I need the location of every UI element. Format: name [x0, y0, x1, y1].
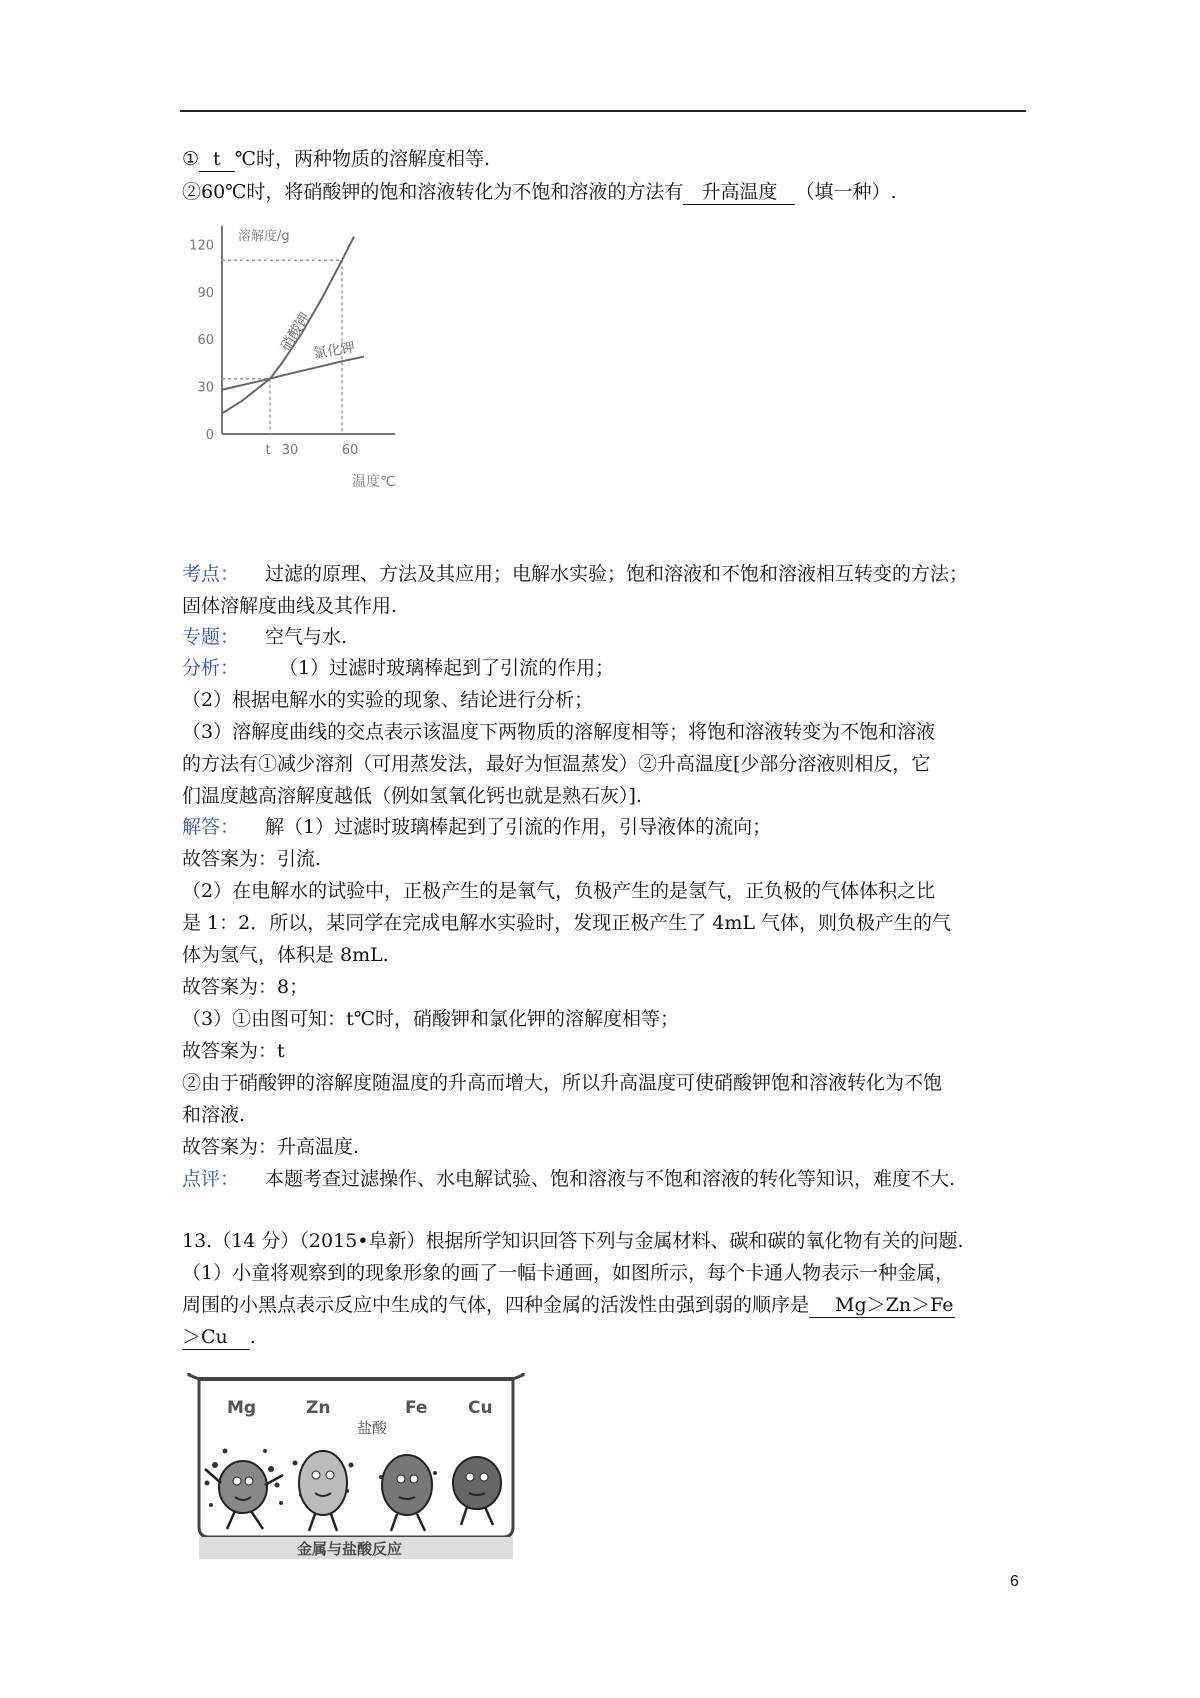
jieda-line8: 故答案为：t: [182, 1040, 285, 1062]
jieda-line9: ②由于硝酸钾的溶解度随温度的升高而增大，所以升高温度可使硝酸钾饱和溶液转化为不饱: [182, 1072, 943, 1094]
dianping-label: 点评：: [182, 1168, 240, 1190]
metal-label-zn: Zn: [306, 1398, 331, 1418]
jieda-line2: 故答案为：引流.: [182, 848, 322, 870]
jieda-label: 解答：: [182, 816, 240, 838]
y-tick-label-60: 60: [197, 333, 214, 349]
series-label-1: 氯化钾: [312, 339, 357, 363]
fenxi-line4: 的方法有①减少溶剂（可用蒸发法，最好为恒温蒸发）②升高温度[少部分溶液则相反，它: [182, 753, 931, 775]
kaodian-line2: 固体溶解度曲线及其作用.: [182, 595, 398, 617]
zhuanti-line: 专题： 空气与水.: [182, 626, 348, 648]
solubility-chart: [180, 218, 440, 518]
y-axis-label: 溶解度/g: [238, 229, 290, 244]
jieda-line3: （2）在电解水的试验中，正极产生的是氧气，负极产生的是氢气，正负极的气体体积之比: [182, 880, 936, 902]
answer-order-part2: ＞Cu: [182, 1325, 250, 1350]
x-tick-label-t: t: [265, 443, 271, 458]
metal-acid-cartoon: [185, 1365, 535, 1560]
x-tick-label-30: 30: [281, 443, 299, 458]
kaodian-line1: 考点： 过滤的原理、方法及其应用；电解水实验；饱和溶液和不饱和溶液相互转变的方法；: [182, 563, 969, 585]
series-line-0: [222, 237, 357, 414]
kaodian-label: 考点：: [182, 563, 240, 585]
jieda-line5: 体为氢气，体积是 8mL.: [182, 944, 389, 966]
x-axis-label: 温度℃: [352, 474, 396, 490]
zn-character: [293, 1451, 354, 1531]
acid-label: 盐酸: [357, 1419, 388, 1437]
metal-label-cu: Cu: [468, 1398, 493, 1418]
zhuanti-label: 专题：: [182, 626, 240, 648]
fenxi-line2: （2）根据电解水的实验的现象、结论进行分析；: [182, 689, 594, 711]
jieda-line10: 和溶液.: [182, 1104, 246, 1126]
answer-blank-t: t: [199, 147, 235, 172]
answer-blank-method: 升高温度: [683, 180, 795, 205]
y-tick-label-90: 90: [197, 285, 214, 301]
q12-item2: ②60℃时，将硝酸钾的饱和溶液转化为不饱和溶液的方法有 升高温度 （填一种）.: [182, 181, 897, 203]
series-line-1: [222, 357, 364, 390]
fenxi-label: 分析：: [182, 657, 240, 679]
y-tick-label-120: 120: [189, 238, 214, 254]
fenxi-line5: 们温度越高溶解度越低（例如氢氧化钙也就是熟石灰）].: [182, 785, 642, 807]
jieda-line6: 故答案为：8；: [182, 976, 309, 998]
cu-character: [453, 1457, 501, 1525]
mg-character: [205, 1449, 284, 1530]
q13-line2: （1）小童将观察到的现象形象的画了一幅卡通画，如图所示，每个卡通人物表示一种金属，: [182, 1262, 955, 1284]
q12-item1: ① t ℃时，两种物质的溶解度相等.: [182, 148, 490, 170]
q13-line3: 周围的小黑点表示反应中生成的气体，四种金属的活泼性由强到弱的顺序是 Mg＞Zn＞Fe: [182, 1294, 954, 1316]
page-number: 6: [1010, 1573, 1019, 1590]
header-rule: [180, 110, 1026, 112]
fenxi-line1: 分析： （1）过滤时玻璃棒起到了引流的作用；: [182, 657, 615, 679]
jieda-line1: 解答： 解（1）过滤时玻璃棒起到了引流的作用，引导液体的流向；: [182, 816, 772, 838]
fe-character: [379, 1455, 437, 1531]
x-tick-label-60: 60: [341, 443, 359, 458]
dianping-line: 点评： 本题考查过滤操作、水电解试验、饱和溶液与不饱和溶液的转化等知识，难度不大.: [182, 1168, 956, 1190]
fenxi-line3: （3）溶解度曲线的交点表示该温度下两物质的溶解度相等；将饱和溶液转变为不饱和溶液: [182, 721, 936, 743]
cartoon-caption: 金属与盐酸反应: [297, 1540, 403, 1558]
y-tick-label-30: 30: [197, 380, 214, 396]
series-label-0: 硝酸钾: [277, 309, 314, 354]
q13-line1: 13.（14 分）（2015•阜新）根据所学知识回答下列与金属材料、碳和碳的氧化物有关的问题.: [182, 1230, 964, 1252]
jieda-line4: 是 1：2．所以，某同学在完成电解水实验时，发现正极产生了 4mL 气体，则负极产生的气: [182, 912, 952, 934]
q13-line4: ＞Cu .: [182, 1326, 256, 1348]
answer-order-part1: Mg＞Zn＞Fe: [809, 1293, 955, 1318]
jieda-line11: 故答案为：升高温度.: [182, 1136, 360, 1158]
metal-label-mg: Mg: [227, 1398, 257, 1418]
y-tick-label-0: 0: [205, 428, 214, 443]
metal-label-fe: Fe: [405, 1398, 428, 1418]
jieda-line7: （3）①由图可知：t℃时，硝酸钾和氯化钾的溶解度相等；: [182, 1008, 679, 1030]
